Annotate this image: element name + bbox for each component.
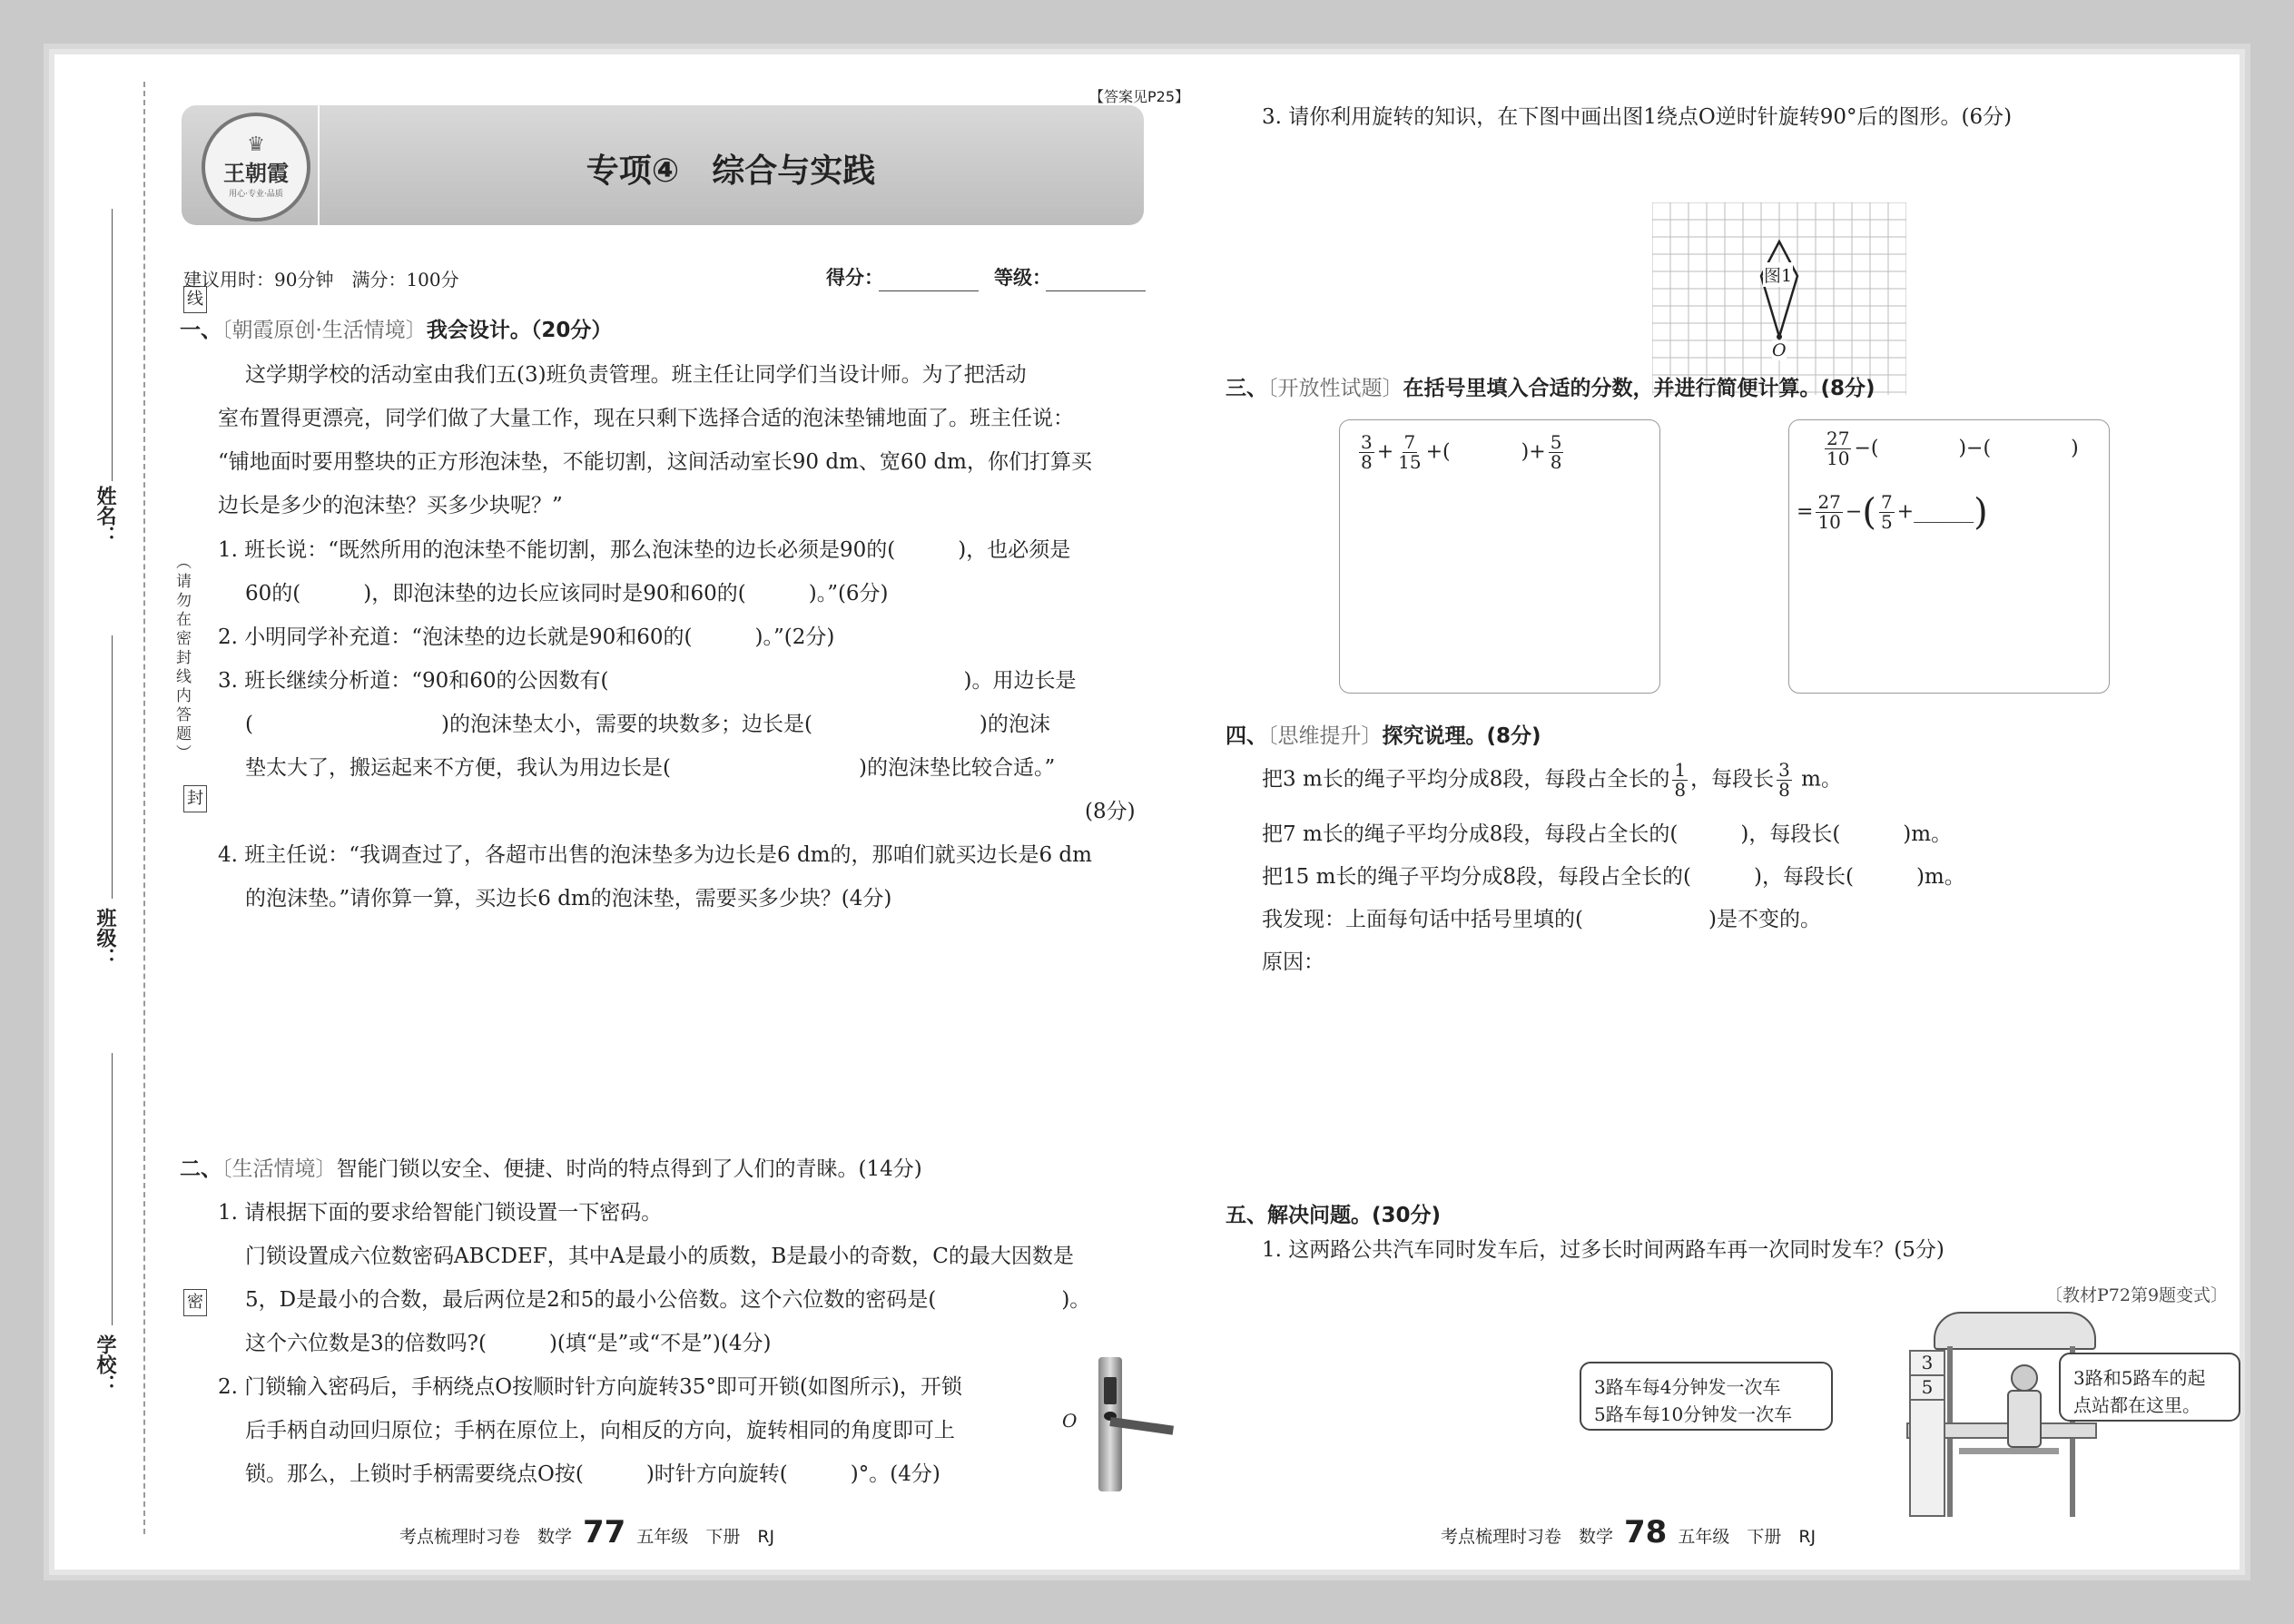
logo-crown-icon: ♛ <box>247 133 265 156</box>
sec2-q2-line2: 后手柄自动回归原位；手柄在原位上，向相反的方向，旋转相同的角度即可上 <box>245 1419 955 1442</box>
school-blank[interactable] <box>112 1053 113 1325</box>
sec1-q3-line2: ( )的泡沫垫太小，需要的块数多；边长是( )的泡沫 <box>245 713 1050 736</box>
sec1-q1-line1: 1. 班长说：“既然所用的泡沫垫不能切割，那么泡沫垫的边长必须是90的( )，也必须是 <box>218 538 1071 562</box>
sec2-q3: 3. 请你利用旋转的知识，在下图中画出图1绕点O逆时针旋转90°后的图形。(6分) <box>1262 105 2013 129</box>
sec1-para-line3: “铺地面时要用整块的正方形泡沫垫，不能切割，这间活动室长90 dm、宽60 dm，你们打算买 <box>218 450 1092 474</box>
section-4-heading: 四、〔思维提升〕探究说理。(8分) <box>1226 724 1541 748</box>
section-3-heading: 三、〔开放性试题〕在括号里填入合适的分数，并进行简便计算。(8分) <box>1226 377 1876 400</box>
exam-paper <box>54 54 2240 1570</box>
door-lock-figure <box>1062 1357 1189 1493</box>
sec1-q3-points: (8分) <box>1085 800 1136 823</box>
point-o-label: O <box>1772 340 1787 360</box>
calc-1-expression: $\frac{3}{8}$ + $\frac{7}{15}$ +( )+ $\frac{5}{8}$ <box>1361 431 1562 473</box>
name-blank[interactable] <box>112 209 113 481</box>
page-title: 专项④ 综合与实践 <box>586 153 876 190</box>
class-label: 班级： <box>94 908 116 968</box>
section-1-heading: 一、〔朝霞原创·生活情境〕我会设计。（20分） <box>180 319 613 342</box>
grade-label: 等级： <box>994 267 1051 289</box>
textbook-reference: 〔教材P72第9题变式〕 <box>2045 1285 2229 1305</box>
logo-subtitle: 用心·专业·品质 <box>229 190 283 199</box>
sec1-para-line2: 室布置得更漂亮，同学们做了大量工作，现在只剩下选择合适的泡沫垫铺地面了。班主任说： <box>218 407 1074 430</box>
sec5-q1: 1. 这两路公共汽车同时发车后，过多长时间两路车再一次同时发车？(5分) <box>1262 1238 1944 1262</box>
bus-stop-illustration <box>1580 1312 2251 1534</box>
speech-bubble-start: 3路和5路车的起 点站都在这里。 <box>2059 1353 2240 1422</box>
rotation-grid <box>1652 202 1906 395</box>
sec1-q1-line2: 60的( )，即泡沫垫的边长应该同时是90和60的( )。”(6分) <box>245 582 889 605</box>
header-banner <box>182 105 1144 225</box>
sec4-reason-label: 原因： <box>1262 950 1324 974</box>
child-figure <box>2011 1364 2038 1392</box>
section-5-heading: 五、解决问题。(30分) <box>1226 1204 1442 1227</box>
calc-2-line2: = $\frac{27}{10}$ −( $\frac{7}{5}$ +______) <box>1797 491 1988 534</box>
time-info: 建议用时：90分钟 满分：100分 <box>183 269 459 290</box>
answer-reference: 【答案见P25】 <box>1089 88 1190 105</box>
name-label: 姓名： <box>94 486 116 546</box>
sec2-q2-line1: 2. 门锁输入密码后，手柄绕点O按顺时针方向旋转35°即可开锁(如图所示)，开锁 <box>218 1375 962 1399</box>
binding-line <box>143 82 145 1534</box>
sec4-line1: 把3 m长的绳子平均分成8段，每段占全长的 $\frac{1}{8}$ ，每段长 $\frac{3}{8}$ m。 <box>1262 759 1842 801</box>
sec4-line2: 把7 m长的绳子平均分成8段，每段占全长的( )，每段长( )m。 <box>1262 822 1953 846</box>
sec2-q2-line3: 锁。那么，上锁时手柄需要绕点O按( )时针方向旋转( )°。(4分) <box>245 1462 940 1486</box>
bus-sign-pole <box>1909 1350 1945 1517</box>
calc-box-1[interactable] <box>1339 419 1660 694</box>
calc-box-2[interactable] <box>1788 419 2110 694</box>
section-2-heading: 二、〔生活情境〕智能门锁以安全、便捷、时尚的特点得到了人们的青睐。(14分) <box>180 1157 922 1181</box>
score-blank[interactable] <box>879 290 979 291</box>
footer-right: 考点梳理时习卷 数学 78 五年级 下册 RJ <box>1441 1514 1816 1550</box>
sec2-q1-line3: 这个六位数是3的倍数吗?( )(填“是”或“不是”)(4分) <box>245 1332 772 1355</box>
logo-name: 王朝霞 <box>223 161 289 186</box>
binding-note: （请勿在密封线内答题） <box>172 554 191 763</box>
figure-1-label: 图1 <box>1763 262 1793 287</box>
route-3-sign: 3 <box>1911 1352 1944 1376</box>
sec2-q1-line1: 门锁设置成六位数密码ABCDEF，其中A是最小的质数，B是最小的奇数，C的最大因数是 <box>245 1245 1074 1268</box>
lock-o-label: O <box>1062 1410 1078 1432</box>
grade-blank[interactable] <box>1046 290 1146 291</box>
score-label: 得分： <box>826 267 883 289</box>
sec1-q4-line2: 的泡沫垫。”请你算一算，买边长6 dm的泡沫垫，需要买多少块？(4分) <box>245 887 892 910</box>
route-5-sign: 5 <box>1911 1376 1944 1401</box>
sec1-para-line1: 这学期学校的活动室由我们五(3)班负责管理。班主任让同学们当设计师。为了把活动 <box>245 363 1027 387</box>
shelter-roof <box>1934 1312 2096 1350</box>
speech-bubble-schedule: 3路车每4分钟发一次车 5路车每10分钟发一次车 <box>1580 1362 1833 1431</box>
sec1-q4-line1: 4. 班主任说：“我调查过了，各超市出售的泡沫垫多为边长是6 dm的，那咱们就买边长是6 dm <box>218 843 1092 867</box>
class-blank[interactable] <box>112 635 113 899</box>
seal-mark-mid: 封 <box>183 785 207 812</box>
seal-mark-bottom: 密 <box>183 1289 207 1316</box>
seal-mark-top: 线 <box>183 286 207 313</box>
sec1-q3-line1: 3. 班长继续分析道：“90和60的公因数有( )。用边长是 <box>218 669 1077 693</box>
sec2-q1: 1. 请根据下面的要求给智能门锁设置一下密码。 <box>218 1201 663 1225</box>
sec1-q2: 2. 小明同学补充道：“泡沫垫的边长就是90和60的( )。”(2分) <box>218 625 835 649</box>
sec1-q3-line3: 垫太大了，搬运起来不方便，我认为用边长是( )的泡沫垫比较合适。” <box>245 756 1056 780</box>
calc-2-line1: $\frac{27}{10}$ −( )−( ) <box>1826 428 2079 469</box>
sec1-para-line4: 边长是多少的泡沫垫？买多少块呢？” <box>218 494 563 517</box>
sec4-line3: 把15 m长的绳子平均分成8段，每段占全长的( )，每段长( )m。 <box>1262 865 1965 889</box>
school-label: 学校： <box>94 1334 116 1394</box>
sec2-q1-line2: 5，D是最小的合数，最后两位是2和5的最小公倍数。这个六位数的密码是( )。 <box>245 1288 1091 1312</box>
sec4-line4: 我发现：上面每句话中括号里填的( )是不变的。 <box>1262 908 1821 931</box>
footer-left: 考点梳理时习卷 数学 77 五年级 下册 RJ <box>399 1514 775 1550</box>
